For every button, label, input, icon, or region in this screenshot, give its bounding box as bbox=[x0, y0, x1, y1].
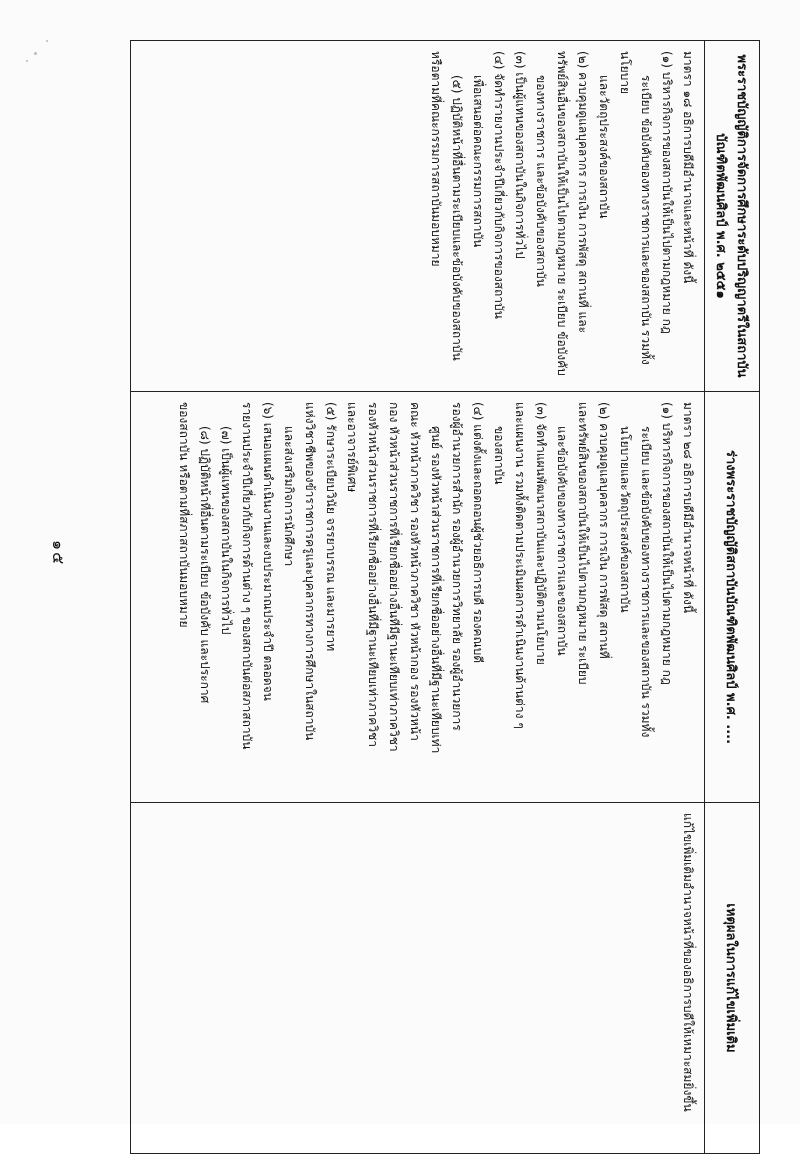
current-law-line: (๔) จัดทำรายงานประจำปีเกี่ยวกับกิจการของสถาบัน bbox=[492, 51, 506, 319]
draft-law-line: (๗) เป็นผู้แทนของสถาบันในกิจการทั่วไป bbox=[219, 426, 233, 635]
draft-law-line: และส่งเสริมกิจการนักศึกษา bbox=[282, 426, 296, 567]
cell-draft-law bbox=[131, 392, 705, 803]
current-law-line: (๑) บริหารกิจการของสถาบันให้เป็นไปตามกฎหมาย กฎ bbox=[660, 51, 674, 334]
current-law-line: และวัตถุประสงค์ของสถาบัน bbox=[597, 75, 611, 219]
draft-law-line: และข้อบังคับของทางราชการและของสถาบัน bbox=[555, 426, 569, 656]
header-reason: เหตุผลในการแก้ไขเพิ่มเติม bbox=[705, 803, 760, 1154]
draft-law-line: แห่งวิชาชีพของข้าราชการครูและบุคลากรทางการศึกษาในสถาบัน bbox=[303, 402, 317, 741]
page-number: ๑๕ bbox=[49, 540, 68, 567]
comparison-table bbox=[130, 40, 760, 1154]
current-law-line: เพื่อเสนอต่อคณะกรรมการสถาบัน bbox=[471, 75, 485, 248]
cell-reason bbox=[131, 803, 705, 1154]
current-law-line: ของทางราชการ และข้อบังคับของสถาบัน bbox=[534, 75, 548, 287]
draft-law-line: (๖) เสนอแผนดำเนินงานและงบประมาณประจำปี ตลอดจน bbox=[261, 402, 275, 701]
header-draft-law: ร่างพระราชบัญญัติสถาบันบัณฑิตพัฒนศิลป์ พ.ศ. .... bbox=[705, 392, 760, 803]
draft-law-line: คณะ หัวหน้าภาควิชา รองหัวหน้าภาควิชา หัวหน้ากอง รองหัวหน้า bbox=[408, 402, 422, 741]
draft-law-line: มาตรา ๒๘ อธิการบดีมีอำนาจหน้าที่ ดังนี้ bbox=[681, 402, 695, 614]
current-law-line: ระเบียบ ข้อบังคับของทางราชการและของสถาบัน รวมทั้งนโยบาย bbox=[618, 51, 653, 365]
draft-law-line: และอาจารย์พิเศษ bbox=[345, 402, 359, 493]
draft-law-line: ของสถาบัน bbox=[492, 426, 506, 485]
current-law-line: มาตรา ๑๘ อธิการบดีมีอำนาจและหน้าที่ ดังนี้ bbox=[681, 51, 695, 284]
draft-law-line: กอง หัวหน้าส่วนราชการที่เรียกชื่ออย่างอื่นที่มีฐานะเทียบเท่าภาควิชา bbox=[387, 402, 401, 752]
draft-law-line: ของสถาบัน หรือตามที่สภาสถาบันมอบหมาย bbox=[177, 402, 191, 628]
draft-law-line: (๑) บริหารกิจการของสถาบันให้เป็นไปตามกฎหมาย กฎ bbox=[660, 402, 674, 685]
current-law-line: (๕) ปฏิบัติหน้าที่อื่นตามระเบียบและข้อบังคับของสถาบัน bbox=[450, 75, 464, 361]
draft-law-line: ศูนย์ รองหัวหน้าส่วนราชการที่เรียกชื่ออย่างอื่นที่มีฐานะเทียบเท่า bbox=[429, 426, 443, 754]
draft-law-line: (๓) จัดทำแผนพัฒนาสถาบันและปฏิบัติตามนโยบาย bbox=[534, 402, 548, 665]
header-current-law: พระราชบัญญัติการจัดการศึกษาระดับปริญญาตรีในสถาบันบัณฑิตพัฒนศิลป์ พ.ศ. ๒๕๕๑ bbox=[705, 41, 760, 392]
draft-law-line: (๔) แต่งตั้งและถอดถอนผู้ช่วยอธิการบดี รองคณบดี bbox=[471, 402, 485, 664]
draft-law-line: รองผู้อำนวยการสำนัก รองผู้อำนวยการวิทยาลัย รองผู้อำนวยการ bbox=[450, 402, 464, 731]
draft-law-line: (๕) รักษาระเบียบวินัย จรรยาบรรณ และมารยาท bbox=[324, 402, 338, 652]
current-law-line: (๒) ควบคุมดูแลบุคลากร การเงิน การพัสดุ สถานที่ และ bbox=[576, 51, 590, 334]
reason-line: แก้ไขเพิ่มเติมอำนาจหน้าที่ของอธิการบดีให้เหมาะสมยิ่งขึ้น bbox=[681, 813, 695, 1112]
cell-current-law bbox=[131, 41, 705, 392]
draft-law-line: ระเบียบ และข้อบังคับของทางราชการและของสถาบัน รวมทั้ง bbox=[639, 426, 653, 738]
draft-law-line: และทรัพย์สินของสถาบันให้เป็นไปตามกฎหมาย ระเบียบ bbox=[576, 402, 590, 685]
draft-law-line: และแผนงาน รวมทั้งติดตามประเมินผลการดำเนินงานด้านต่าง ๆ bbox=[513, 402, 527, 729]
draft-law-line: (๘) ปฏิบัติหน้าที่อื่นตามระเบียบ ข้อบังคับ และประกาศ bbox=[198, 426, 212, 704]
draft-law-line: รองหัวหน้าส่วนราชการที่เรียกชื่ออย่างอื่นที่มีฐานะเทียบเท่าภาควิชา bbox=[366, 402, 380, 747]
current-law-line: (๓) เป็นผู้แทนของสถาบันในกิจการทั่วไป bbox=[513, 51, 527, 259]
draft-law-line: รายงานประจำปีเกี่ยวกับกิจการด้านต่าง ๆ ของสถาบันต่อสภาสถาบัน bbox=[240, 402, 254, 750]
current-law-line: หรือตามที่คณะกรรมการสถาบันมอบหมาย bbox=[429, 51, 443, 267]
current-law-line: ทรัพย์สินอื่นของสถาบันให้เป็นไปตามกฎหมาย ระเบียบ ข้อบังคับ bbox=[555, 51, 569, 376]
draft-law-line: (๒) ควบคุมดูแลบุคลากร การเงิน การพัสดุ สถานที่ bbox=[597, 402, 611, 659]
draft-law-line: นโยบายและวัตถุประสงค์ของสถาบัน bbox=[618, 426, 632, 613]
